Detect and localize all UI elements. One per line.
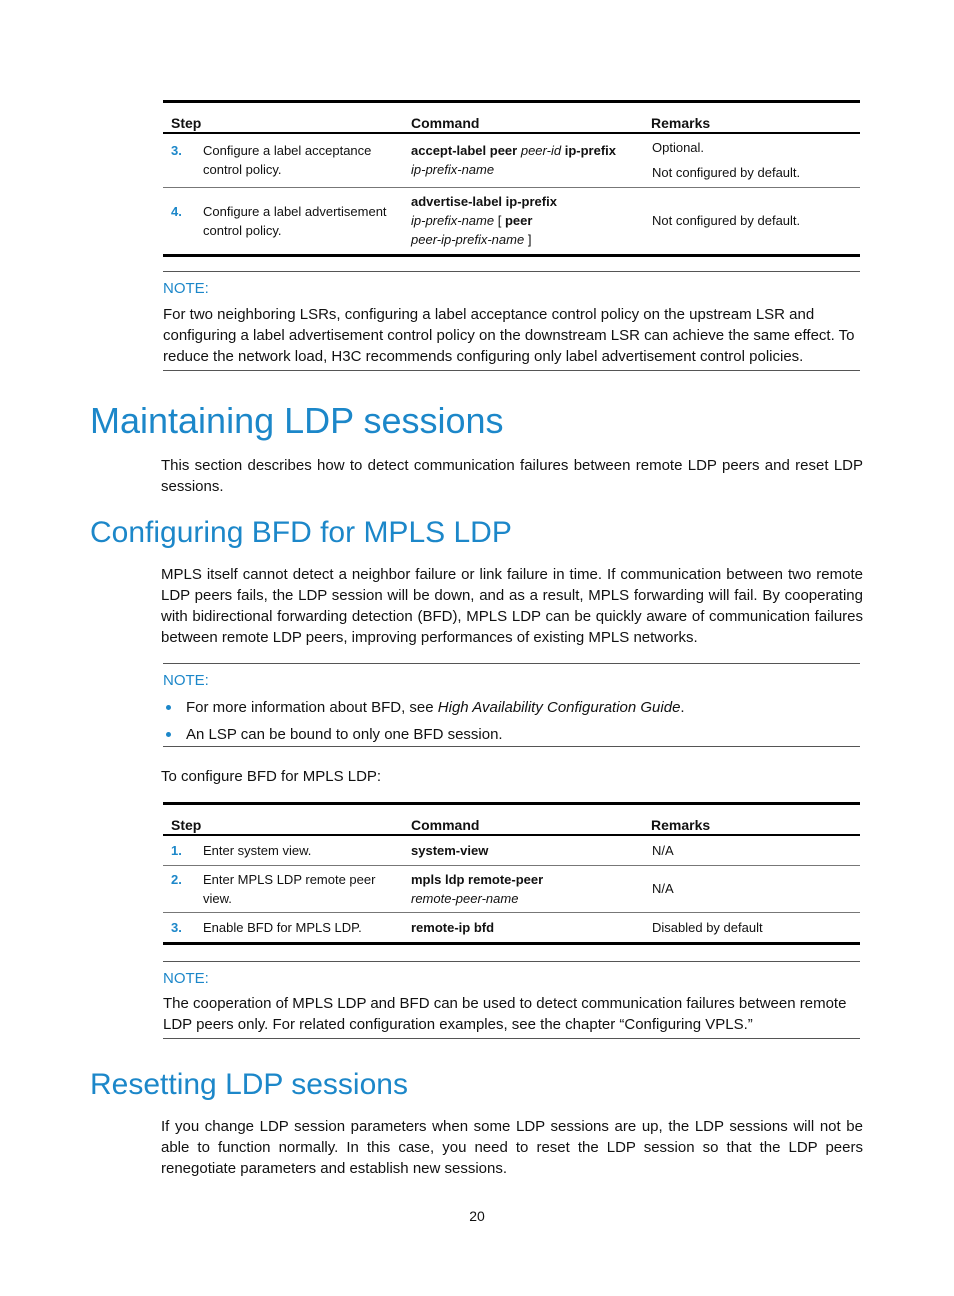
guide-reference: High Availability Configuration Guide [437, 699, 681, 716]
column-header-remarks: Remarks [643, 804, 860, 836]
command-keyword: system-view [411, 842, 489, 858]
step-number: 2. [171, 871, 182, 887]
note-label: NOTE: [163, 280, 209, 297]
note-box [163, 663, 860, 747]
table-body [163, 133, 860, 255]
command-cell [403, 187, 643, 255]
step-cell [163, 133, 403, 187]
step-cell [163, 835, 403, 865]
remarks-cell [643, 133, 860, 187]
step-cell [163, 865, 403, 912]
note-text: For two neighboring LSRs, configuring a label acceptance control policy on the upstream LSR and configuring a label advertisement control policy on the downstream LSR can achieve the same effect. To reduce the network load, H3C recommends configuring only label advertisement control policies. [163, 306, 855, 365]
remark-text: Not configured by default. [652, 165, 801, 181]
step-number: 4. [171, 203, 182, 219]
step-cell [163, 187, 403, 255]
section-title-bfd: Configuring BFD for MPLS LDP [90, 516, 512, 549]
remark-text: Disabled by default [652, 919, 763, 935]
step-number: 3. [171, 919, 182, 935]
note-box [163, 271, 860, 371]
command-keyword: peer [504, 213, 533, 228]
procedure-intro: To configure BFD for MPLS LDP: [161, 768, 382, 785]
remark-text: Optional. [652, 140, 705, 156]
remarks-cell [643, 835, 860, 865]
command-keyword: accept-label peer [411, 143, 518, 159]
command-text: [ [494, 213, 505, 228]
command-argument: ip-prefix-name [411, 162, 495, 178]
bfd-config-table [163, 802, 860, 945]
section-title-resetting-ldp: Resetting LDP sessions [90, 1068, 408, 1101]
command-keyword: ip-prefix [564, 143, 616, 159]
command-argument: remote-peer-name [411, 890, 519, 906]
note-bullet-list [163, 697, 860, 745]
step-number: 1. [171, 842, 182, 858]
command-argument: peer-id [520, 143, 562, 159]
table-row [163, 835, 860, 865]
step-description: Configure a label acceptance control policy. [203, 143, 372, 178]
note-label: NOTE: [163, 672, 209, 689]
note-bullet [163, 697, 860, 718]
column-header-command: Command [403, 804, 643, 836]
page-number: 20 [469, 1208, 485, 1224]
section-title-maintaining-ldp: Maintaining LDP sessions [90, 400, 504, 441]
table-row [163, 912, 860, 943]
column-header-step: Step [163, 804, 403, 836]
section-intro: This section describes how to detect communication failures between remote LDP peers and reset LDP sessions. [161, 457, 863, 495]
bfd-description: MPLS itself cannot detect a neighbor failure or link failure in time. If communication between two remote LDP peers fails, the LDP session will be down, and as a result, MPLS forwarding will fail. By cooperating with bidirectional forwarding detection (BFD), MPLS LDP can be quickly aware of communication failures between remote LDP peers, improving performances of existing MPLS networks. [161, 566, 863, 646]
remarks-cell [643, 187, 860, 255]
note-bullet: An LSP can be bound to only one BFD session. [163, 724, 860, 745]
remark-text: Not configured by default. [652, 213, 801, 228]
remark-text: N/A [652, 881, 674, 896]
label-policy-table [163, 100, 860, 257]
note-box [163, 961, 860, 1039]
step-cell [163, 912, 403, 943]
remarks-cell [643, 865, 860, 912]
step-description: Enter system view. [203, 842, 312, 858]
command-cell [403, 912, 643, 943]
command-cell [403, 835, 643, 865]
table-row [163, 865, 860, 912]
table-row [163, 133, 860, 187]
command-keyword: advertise-label ip-prefix [411, 194, 557, 209]
command-argument: peer-ip-prefix-name [411, 232, 525, 247]
reset-description: If you change LDP session parameters when some LDP sessions are up, the LDP sessions will not be able to function normally. In this case, you need to reset the LDP session so that the LDP peers renegotiate parameters and establish new sessions. [161, 1118, 863, 1177]
command-keyword: remote-ip bfd [411, 919, 495, 935]
step-number: 3. [171, 143, 182, 159]
step-description: Enter MPLS LDP remote peer view. [203, 871, 376, 906]
command-keyword: mpls ldp remote-peer [411, 871, 544, 887]
table-body [163, 835, 860, 943]
column-header-remarks: Remarks [643, 102, 860, 134]
command-cell [403, 865, 643, 912]
bullet-text: For more information about BFD, see [186, 699, 438, 716]
column-header-command: Command [403, 102, 643, 134]
step-description: Configure a label advertisement control policy. [203, 203, 387, 238]
bullet-text: . [680, 699, 685, 716]
note-text: The cooperation of MPLS LDP and BFD can be used to detect communication failures between remote LDP peers only. For related configuration examples, see the chapter “Configuring VPLS.” [163, 995, 847, 1033]
command-text: ] [524, 232, 532, 247]
remark-text: N/A [652, 842, 674, 858]
note-label: NOTE: [163, 970, 209, 987]
table-row [163, 187, 860, 255]
command-cell [403, 133, 643, 187]
command-argument: ip-prefix-name [411, 213, 495, 228]
step-description: Enable BFD for MPLS LDP. [203, 919, 362, 935]
remarks-cell [643, 912, 860, 943]
column-header-step: Step [163, 102, 403, 134]
